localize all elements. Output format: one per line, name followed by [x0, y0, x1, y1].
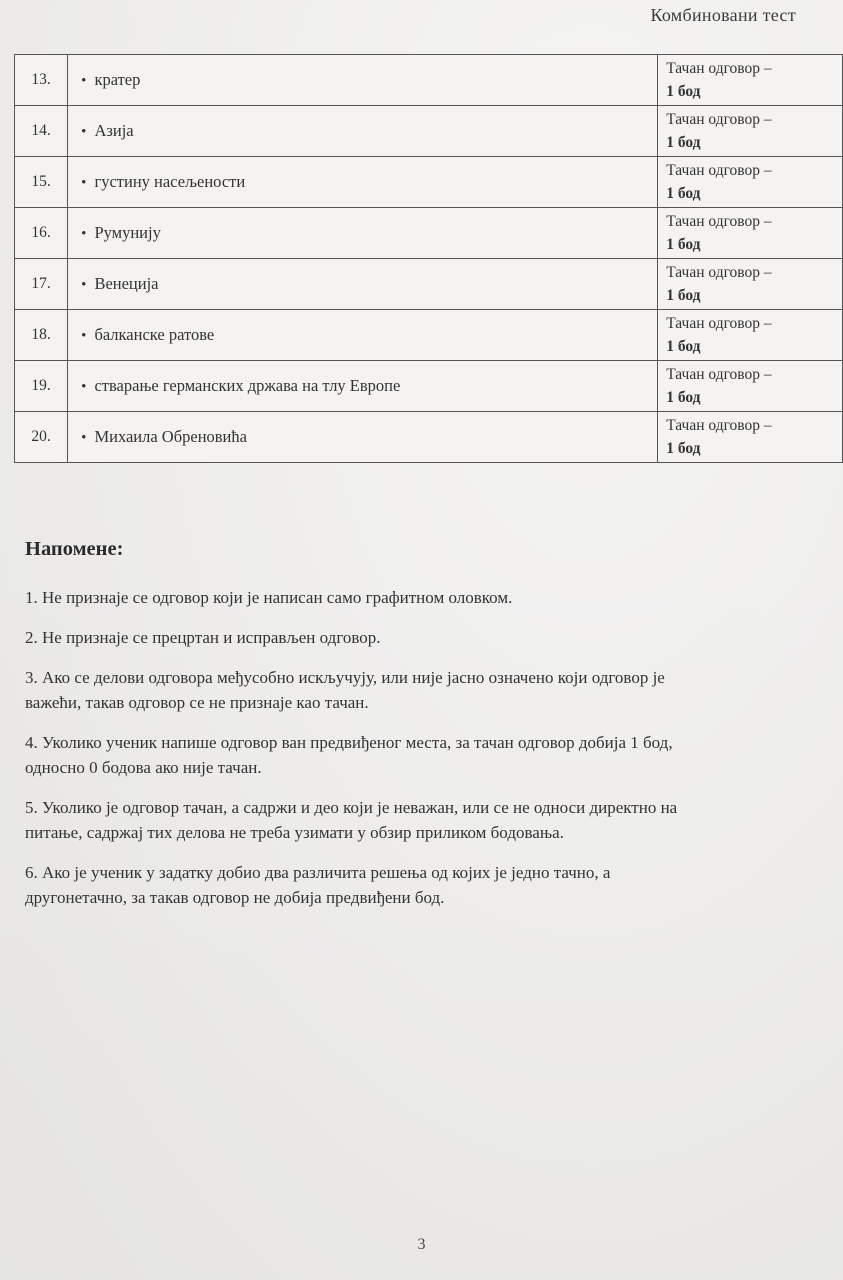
- points-label: Тачан одговор –: [666, 111, 772, 128]
- note-item-6: [25, 860, 830, 910]
- bullet-icon: •: [81, 379, 87, 395]
- question-number: 18.: [15, 310, 68, 361]
- points-cell: [658, 310, 843, 361]
- table-row: [15, 412, 843, 463]
- points-cell: [658, 208, 843, 259]
- document-title: Комбиновани тест: [650, 5, 796, 25]
- points-label: Тачан одговор –: [666, 264, 772, 281]
- note-line: 1. Не признаје се одговор који је написан само графитном оловком.: [25, 588, 513, 607]
- answer-cell: [68, 55, 658, 106]
- bullet-icon: •: [81, 73, 87, 89]
- note-line: важећи, такав одговор се не признаје као тачан.: [25, 693, 369, 712]
- points-value: 1 бод: [666, 236, 701, 253]
- answer-text: Румунију: [94, 223, 161, 242]
- note-item-5: [25, 795, 830, 845]
- points-value: 1 бод: [666, 287, 701, 304]
- note-line: односно 0 бодова ако није тачан.: [25, 758, 262, 777]
- points-label: Тачан одговор –: [666, 366, 772, 383]
- question-number: 14.: [15, 106, 68, 157]
- question-number: 16.: [15, 208, 68, 259]
- note-line: другонетачно, за такав одговор не добија предвиђени бод.: [25, 888, 445, 907]
- question-number: 19.: [15, 361, 68, 412]
- bullet-icon: •: [81, 277, 87, 293]
- points-value: 1 бод: [666, 389, 701, 406]
- answer-text: густину насељености: [94, 172, 246, 191]
- points-label: Тачан одговор –: [666, 60, 772, 77]
- answer-text: Азија: [94, 121, 134, 140]
- answer-text: стварање германских држава на тлу Европе: [94, 376, 401, 395]
- notes-heading: Напомене:: [25, 538, 124, 560]
- answer-key-table: [14, 54, 843, 463]
- answer-cell: [68, 361, 658, 412]
- note-item-1: [25, 585, 830, 610]
- notes-section: [25, 585, 830, 925]
- table-row: [15, 310, 843, 361]
- points-cell: [658, 361, 843, 412]
- note-line: питање, садржај тих делова не треба узимати у обзир приликом бодовања.: [25, 823, 564, 842]
- answer-cell: [68, 310, 658, 361]
- bullet-icon: •: [81, 226, 87, 242]
- note-line: 4. Уколико ученик напише одговор ван предвиђеног места, за тачан одговор добија 1 бод,: [25, 733, 673, 752]
- answer-text: Михаила Обреновића: [94, 427, 247, 446]
- answer-cell: [68, 157, 658, 208]
- table-row: [15, 157, 843, 208]
- points-value: 1 бод: [666, 440, 701, 457]
- note-item-3: [25, 665, 830, 715]
- points-label: Тачан одговор –: [666, 315, 772, 332]
- note-line: 6. Ако је ученик у задатку добио два различита решења од којих је једно тачно, а: [25, 863, 611, 882]
- table-row: [15, 55, 843, 106]
- points-cell: [658, 412, 843, 463]
- points-label: Тачан одговор –: [666, 162, 772, 179]
- points-cell: [658, 55, 843, 106]
- question-number: 20.: [15, 412, 68, 463]
- points-cell: [658, 259, 843, 310]
- bullet-icon: •: [81, 175, 87, 191]
- answer-cell: [68, 412, 658, 463]
- table-row: [15, 259, 843, 310]
- note-line: 5. Уколико је одговор тачан, а садржи и део који је неважан, или се не односи директно на: [25, 798, 678, 817]
- points-value: 1 бод: [666, 185, 701, 202]
- note-item-2: [25, 625, 830, 650]
- answer-cell: [68, 208, 658, 259]
- question-number: 13.: [15, 55, 68, 106]
- table-row: [15, 208, 843, 259]
- answer-text: балканске ратове: [94, 325, 215, 344]
- table-row: [15, 106, 843, 157]
- answer-text: Венеција: [94, 274, 159, 293]
- points-label: Тачан одговор –: [666, 417, 772, 434]
- bullet-icon: •: [81, 430, 87, 446]
- points-cell: [658, 106, 843, 157]
- answer-text: кратер: [94, 70, 141, 89]
- bullet-icon: •: [81, 124, 87, 140]
- bullet-icon: •: [81, 328, 87, 344]
- points-value: 1 бод: [666, 134, 701, 151]
- points-label: Тачан одговор –: [666, 213, 772, 230]
- points-value: 1 бод: [666, 83, 701, 100]
- note-line: 3. Ако се делови одговора међусобно искључују, или није јасно означено који одговор је: [25, 668, 665, 687]
- note-line: 2. Не признаје се прецртан и исправљен одговор.: [25, 628, 381, 647]
- question-number: 15.: [15, 157, 68, 208]
- question-number: 17.: [15, 259, 68, 310]
- note-item-4: [25, 730, 830, 780]
- answer-cell: [68, 106, 658, 157]
- points-cell: [658, 157, 843, 208]
- points-value: 1 бод: [666, 338, 701, 355]
- table-row: [15, 361, 843, 412]
- answer-cell: [68, 259, 658, 310]
- page-number: 3: [417, 1236, 426, 1253]
